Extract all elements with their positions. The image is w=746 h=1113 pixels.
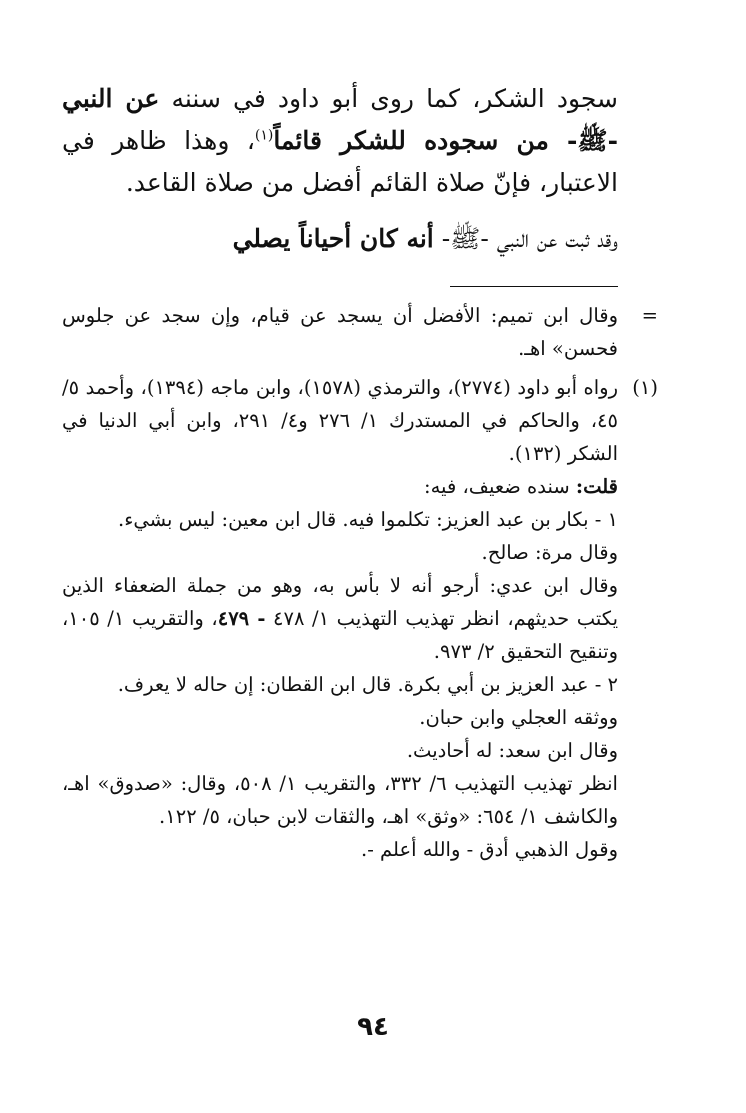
footnote-separator [450,286,618,287]
hadith-quote: عن النبي -ﷺ- من سجوده للشكر قائماً [62,84,619,155]
main-text-span: ، وهذا ظاهر في الاعتبار، فإنّ صلاة القائم أفضل من صلاة القاعد. [62,126,618,197]
main-text-span: سجود الشكر، كما روى أبو داود في سننه [159,84,619,113]
narrator-item-2-line: ووثقه العجلي وابن حبان. [419,706,618,729]
narrator-item-2-line: وقول الذهبي أدق - والله أعلم -. [361,838,618,861]
narrator-item-1-line: وقال مرة: صالح. [481,541,618,564]
continuation-mark: = [641,304,658,327]
hadith-quote: أنه كان أحياناً يصلي [232,224,434,253]
footnote-number: (١) [632,376,658,399]
main-paragraph-2 [62,218,618,260]
narrator-item-1: ١ - بكار بن عبد العزيز: تكلموا فيه. قال ابن معين: ليس بشيء. [118,508,618,531]
narrator-item-1-line [62,569,618,668]
footnotes [62,299,658,866]
narrator-item-2-line: وقال ابن سعد: له أحاديث. [406,739,618,762]
footnote-continuation [62,299,658,365]
footnote-text: وقال ابن تميم: الأفضل أن يسجد عن قيام، وإن سجد عن جلوس فحسن» اهـ. [62,304,618,360]
page-number: ٩٤ [357,1012,389,1042]
footnote-bold-span: - ٤٧٩ [217,607,266,630]
main-paragraph-1 [62,78,618,204]
narrator-item-2: ٢ - عبد العزيز بن أبي بكرة. قال ابن القطان: إن حاله لا يعرف. [117,673,618,696]
note-label: قلت: [575,475,618,498]
footnote-reference[interactable]: (١) [254,127,274,144]
main-text [62,78,618,260]
footnote-1 [62,371,658,866]
main-text-span: وقد ثبت عن النبي -ﷺ- [433,224,618,253]
footnote-span: ، والتقريب ١/ ١٠٥، وتنقيح التحقيق ٢/ ٩٧٣. [62,607,618,663]
narrator-item-2-line: انظر تهذيب التهذيب ٦/ ٣٣٢، والتقريب ١/ ٥٠٨، وقال: «صدوق» اهـ، والكاشف ١/ ٦٥٤: «وثق» اهـ، والثقات لابن حبان، ٥/ ١٢٢. [62,772,618,828]
footnote-note [62,470,618,503]
footnote-text: رواه أبو داود (٢٧٧٤)، والترمذي (١٥٧٨)، وابن ماجه (١٣٩٤)، وأحمد ٥/ ٤٥، والحاكم في المستدرك ١/ ٢٧٦ و٤/ ٢٩١، وابن أبي الدنيا في الشكر (١٣٢). [62,376,618,465]
note-text: سنده ضعيف، فيه: [424,475,576,498]
footnote-span: وقال ابن عدي: أرجو أنه لا بأس به، وهو من جملة الضعفاء الذين يكتب حديثهم، انظر تهذيب التهذيب ١/ ٤٧٨ [62,574,618,630]
page-body [62,78,658,1053]
